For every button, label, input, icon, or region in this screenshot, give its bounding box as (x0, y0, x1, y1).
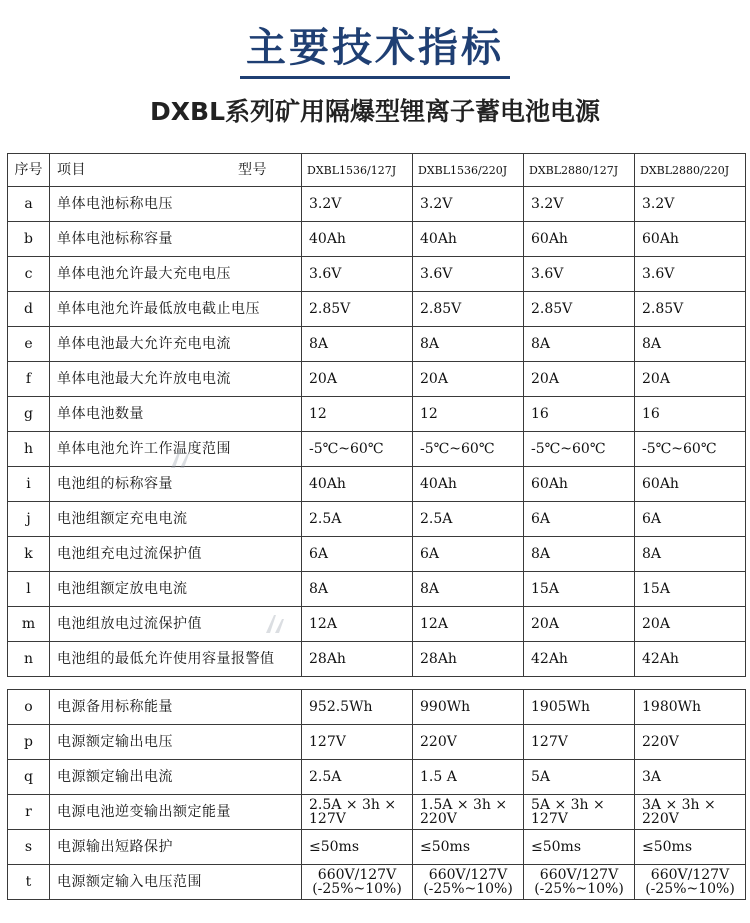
logo-watermark-icon (168, 446, 194, 472)
table-row (8, 607, 746, 642)
title-underline (240, 76, 510, 79)
header-model: DXBL1536/220J (413, 154, 524, 187)
row-index: g (8, 397, 50, 432)
row-value: 28Ah (302, 642, 413, 677)
row-value: 660V/127V (-25%~10%) (302, 865, 413, 900)
row-value: 60Ah (635, 222, 746, 257)
header-item: 项目 (57, 162, 86, 178)
row-value: 3A × 3h × 220V (635, 795, 746, 830)
table-row (8, 537, 746, 572)
row-index: d (8, 292, 50, 327)
row-value: 2.85V (635, 292, 746, 327)
header-type: 型号 (238, 162, 267, 178)
row-value: 660V/127V (-25%~10%) (635, 865, 746, 900)
table-row (8, 642, 746, 677)
row-value: 2.85V (302, 292, 413, 327)
row-item: 电源输出短路保护 (50, 830, 302, 865)
row-item: 电源额定输出电流 (50, 760, 302, 795)
row-value: 20A (635, 362, 746, 397)
row-index: c (8, 257, 50, 292)
row-index: o (8, 690, 50, 725)
table-row (8, 397, 746, 432)
row-value: 8A (413, 572, 524, 607)
header-model: DXBL1536/127J (302, 154, 413, 187)
row-value: 660V/127V (-25%~10%) (524, 865, 635, 900)
row-value: 8A (302, 327, 413, 362)
row-item: 电源额定输入电压范围 (50, 865, 302, 900)
row-index: l (8, 572, 50, 607)
table-row (8, 222, 746, 257)
table-row (8, 292, 746, 327)
table-row (8, 760, 746, 795)
row-index: q (8, 760, 50, 795)
row-value: 127V (524, 725, 635, 760)
table-row (8, 257, 746, 292)
row-value: 20A (413, 362, 524, 397)
table-row (8, 830, 746, 865)
row-value: 60Ah (524, 222, 635, 257)
row-index: m (8, 607, 50, 642)
header-index: 序号 (8, 154, 50, 187)
spec-table-power-supply (7, 689, 746, 900)
row-index: p (8, 725, 50, 760)
row-value: 60Ah (635, 467, 746, 502)
row-value: 40Ah (302, 467, 413, 502)
row-item: 单体电池允许最低放电截止电压 (50, 292, 302, 327)
row-value: 20A (635, 607, 746, 642)
row-value: 6A (524, 502, 635, 537)
row-value: 8A (524, 327, 635, 362)
row-value: 2.85V (413, 292, 524, 327)
row-item: 电源备用标称能量 (50, 690, 302, 725)
row-value: ≤50ms (302, 830, 413, 865)
row-value: 15A (524, 572, 635, 607)
row-value: 3.2V (524, 187, 635, 222)
row-value: 3.2V (635, 187, 746, 222)
row-index: b (8, 222, 50, 257)
row-value: 12 (413, 397, 524, 432)
row-value: 15A (635, 572, 746, 607)
row-index: t (8, 865, 50, 900)
row-value: 8A (524, 537, 635, 572)
row-index: s (8, 830, 50, 865)
row-value: 660V/127V (-25%~10%) (413, 865, 524, 900)
row-item: 单体电池最大允许充电电流 (50, 327, 302, 362)
row-value: 990Wh (413, 690, 524, 725)
table-row (8, 865, 746, 900)
row-value: 40Ah (413, 467, 524, 502)
row-value: 60Ah (524, 467, 635, 502)
row-item: 电池组的标称容量 (50, 467, 302, 502)
row-value: 8A (413, 327, 524, 362)
row-value: 2.5A (413, 502, 524, 537)
row-item: 电源额定输出电压 (50, 725, 302, 760)
row-item: 单体电池最大允许放电电流 (50, 362, 302, 397)
row-index: e (8, 327, 50, 362)
row-index: k (8, 537, 50, 572)
row-value: 12A (413, 607, 524, 642)
row-item: 单体电池数量 (50, 397, 302, 432)
row-value: 28Ah (413, 642, 524, 677)
row-value: 2.5A (302, 760, 413, 795)
row-item: 电池组额定充电电流 (50, 502, 302, 537)
row-item: 单体电池允许工作温度范围 (50, 432, 302, 467)
row-item: 电池组放电过流保护值 (50, 607, 302, 642)
row-item: 单体电池允许最大充电电压 (50, 257, 302, 292)
row-item: 电源电池逆变输出额定能量 (50, 795, 302, 830)
row-value: 2.85V (524, 292, 635, 327)
table-row (8, 725, 746, 760)
row-value: 8A (635, 327, 746, 362)
row-value: 8A (302, 572, 413, 607)
row-value: 5A × 3h × 127V (524, 795, 635, 830)
row-value: 6A (635, 502, 746, 537)
row-value: -5℃~60℃ (302, 432, 413, 467)
table-row (8, 572, 746, 607)
table-row (8, 795, 746, 830)
row-value: 40Ah (413, 222, 524, 257)
row-value: -5℃~60℃ (635, 432, 746, 467)
row-value: 42Ah (524, 642, 635, 677)
row-value: 8A (635, 537, 746, 572)
row-value: 3.2V (413, 187, 524, 222)
row-item: 电池组充电过流保护值 (50, 537, 302, 572)
row-value: 1.5 A (413, 760, 524, 795)
row-value: 16 (635, 397, 746, 432)
row-value: ≤50ms (635, 830, 746, 865)
row-value: 3.6V (413, 257, 524, 292)
row-item: 电池组的最低允许使用容量报警值 (50, 642, 302, 677)
row-item: 单体电池标称电压 (50, 187, 302, 222)
row-value: 1980Wh (635, 690, 746, 725)
page-subtitle: DXBL系列矿用隔爆型锂离子蓄电池电源 (149, 97, 600, 126)
row-value: 3.6V (635, 257, 746, 292)
header-model: DXBL2880/220J (635, 154, 746, 187)
table-row (8, 502, 746, 537)
row-value: 2.5A (302, 502, 413, 537)
row-value: 3.6V (302, 257, 413, 292)
table-row (8, 432, 746, 467)
row-value: -5℃~60℃ (413, 432, 524, 467)
row-value: 1905Wh (524, 690, 635, 725)
row-item: 电池组额定放电电流 (50, 572, 302, 607)
header-model: DXBL2880/127J (524, 154, 635, 187)
row-value: 3A (635, 760, 746, 795)
page-title: 主要技术指标 (246, 25, 504, 71)
row-value: 2.5A × 3h × 127V (302, 795, 413, 830)
row-value: 220V (635, 725, 746, 760)
row-value: 6A (413, 537, 524, 572)
row-index: h (8, 432, 50, 467)
row-value: 40Ah (302, 222, 413, 257)
row-value: 20A (524, 362, 635, 397)
row-index: f (8, 362, 50, 397)
table-row (8, 187, 746, 222)
logo-watermark-icon (263, 611, 289, 637)
row-value: 220V (413, 725, 524, 760)
row-value: 1.5A × 3h × 220V (413, 795, 524, 830)
row-index: j (8, 502, 50, 537)
row-value: 12 (302, 397, 413, 432)
table-row (8, 362, 746, 397)
row-value: ≤50ms (413, 830, 524, 865)
row-value: 20A (524, 607, 635, 642)
table-row (8, 327, 746, 362)
row-value: -5℃~60℃ (524, 432, 635, 467)
table-row (8, 690, 746, 725)
row-index: a (8, 187, 50, 222)
table-row (8, 467, 746, 502)
row-value: 20A (302, 362, 413, 397)
row-value: 6A (302, 537, 413, 572)
row-value: 3.6V (524, 257, 635, 292)
row-value: 952.5Wh (302, 690, 413, 725)
row-value: 3.2V (302, 187, 413, 222)
table-header-row (8, 154, 746, 187)
header-item-type (50, 154, 302, 187)
row-value: 42Ah (635, 642, 746, 677)
row-value: 127V (302, 725, 413, 760)
row-value: ≤50ms (524, 830, 635, 865)
row-item: 单体电池标称容量 (50, 222, 302, 257)
row-value: 12A (302, 607, 413, 642)
row-value: 16 (524, 397, 635, 432)
row-index: i (8, 467, 50, 502)
row-index: r (8, 795, 50, 830)
spec-table-battery (7, 153, 746, 677)
row-value: 5A (524, 760, 635, 795)
row-index: n (8, 642, 50, 677)
